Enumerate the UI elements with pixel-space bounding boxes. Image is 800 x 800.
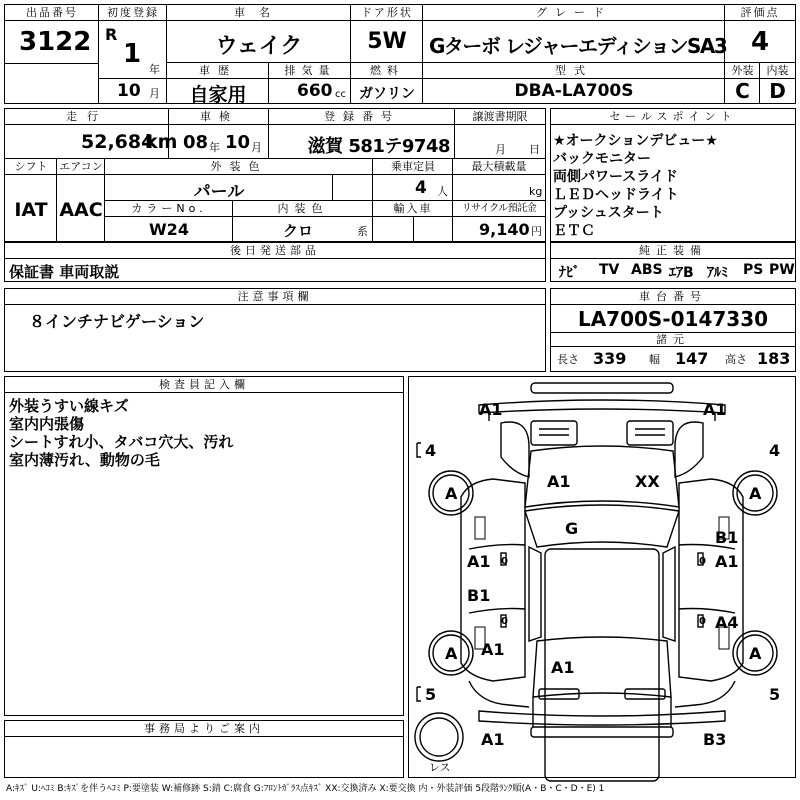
slot-mark: 0 — [699, 616, 706, 627]
int-color-cell: クロ 系 — [233, 217, 373, 241]
tire-front-left: 4 — [425, 441, 437, 460]
history-cell — [167, 79, 269, 106]
mark-left-front-door: A1 — [467, 552, 491, 571]
door-label-cell: ドア形状 — [351, 5, 423, 21]
slot-mark: 0 — [501, 616, 508, 627]
rear-fenders — [469, 681, 735, 707]
rear-bumper-bottom — [531, 727, 673, 737]
cautions-section — [4, 288, 546, 372]
cautions-label: 注意事項欄 — [237, 290, 313, 303]
color-no-cell — [105, 217, 233, 241]
displacement: 660 — [297, 81, 333, 101]
mileage: 52,684 — [81, 131, 155, 153]
ext-color-cell — [105, 175, 333, 201]
front-bumper-top — [531, 383, 673, 393]
mark-right-front-door: A1 — [715, 552, 739, 571]
exterior-label-cell: 外装 — [725, 63, 760, 79]
wheel-mark: A — [749, 644, 762, 663]
door-type: 5W — [367, 29, 407, 54]
sales-point-item: ＥＴＣ — [553, 223, 595, 239]
fuel: ガソリン — [359, 86, 415, 102]
mark-rear-left: A1 — [481, 730, 505, 749]
cautions-text: ８インチナビゲーション — [29, 312, 205, 331]
sales-point-item: バックモニター — [553, 151, 651, 167]
spare-label: レス — [429, 761, 451, 774]
mark-rear-right: B3 — [703, 730, 727, 749]
transfer-cell: 月 日 — [455, 125, 545, 159]
inspector-note: 外装うすい線キズ — [9, 397, 129, 415]
equipment-navi: ﾅﾋﾞ — [559, 265, 580, 281]
spare-tire — [415, 713, 463, 761]
history-label-cell: 車歴 — [167, 63, 269, 79]
fuel-cell — [351, 79, 423, 103]
length: 339 — [593, 349, 627, 368]
later-parts-section — [4, 242, 546, 282]
max-load-label-cell: 最大積載量 — [453, 159, 545, 175]
inspector-note: 室内内張傷 — [9, 415, 85, 433]
car-diagram — [409, 377, 795, 777]
later-parts-label: 後日発送部品 — [230, 244, 320, 257]
sales-points-section — [550, 108, 796, 242]
mark-right-front-door-top: B1 — [715, 528, 739, 547]
shift-cell — [5, 175, 57, 241]
grade-cell — [423, 21, 725, 63]
shift: IAT — [14, 199, 48, 221]
mark-left-quarter: A1 — [481, 640, 505, 659]
office-label: 事務局よりご案内 — [144, 722, 264, 735]
interior-grade: D — [769, 79, 786, 103]
equipment-alloy: ｱﾙﾐ — [707, 265, 728, 281]
score: 4 — [750, 27, 770, 57]
recycle-label-cell: リサイクル預託金 — [453, 201, 545, 217]
grade-label-cell: グレード — [423, 5, 725, 21]
sales-point-item: 両側パワースライド — [553, 169, 678, 185]
fuel-label-cell: 燃料 — [351, 63, 423, 79]
ext-color-label-cell: 外装色 — [105, 159, 373, 175]
wheel-mark: A — [445, 644, 458, 663]
sales-point-item: ＬＥＤヘッドライト — [553, 187, 679, 203]
equipment-pw: PW — [769, 262, 795, 278]
first-reg-month: 10 — [117, 81, 141, 101]
interior-label-cell: 内装 — [760, 63, 795, 79]
transfer-label-cell: 譲渡書期限 — [455, 109, 545, 125]
displacement-label-cell: 排気量 — [269, 63, 351, 79]
lot-label-cell: 出品番号 — [5, 5, 99, 21]
office-section — [4, 720, 404, 778]
rear-bumper — [479, 711, 725, 725]
capacity-cell: 4 人 — [373, 175, 453, 201]
tire-front-right: 4 — [769, 441, 781, 460]
equipment-tv: TV — [599, 262, 620, 278]
car-diagram-section — [408, 376, 796, 778]
slot-mark: 0 — [501, 556, 508, 567]
inspector-label: 検査員記入欄 — [159, 378, 249, 391]
equipment-airbag: ｴｱB — [669, 265, 694, 281]
inspector-section — [4, 376, 404, 716]
windshield — [525, 505, 679, 547]
door-cell — [351, 21, 423, 63]
mark-hood-left: A1 — [547, 472, 571, 491]
car-name: ウェイク — [215, 34, 303, 59]
chassis-number: LA700S-0147330 — [577, 307, 769, 331]
equipment-abs: ABS — [631, 262, 663, 278]
dims-label: 諸元 — [656, 333, 690, 346]
lot-number: 3122 — [19, 27, 92, 57]
height: 183 — [757, 349, 791, 368]
inspector-note: シートすれ小、タバコ穴大、汚れ — [9, 433, 234, 451]
max-load-cell: kg — [453, 175, 545, 201]
displacement-cell: 660 cc — [269, 79, 351, 103]
color-no-label-cell: カラーNo. — [105, 201, 233, 217]
import-cell — [373, 217, 453, 241]
mark-hood-right: XX — [635, 472, 660, 491]
shift-label-cell: シフト — [5, 159, 57, 175]
recycle-fee: 9,140 — [479, 220, 530, 239]
score-label-cell: 評価点 — [725, 5, 795, 21]
first-reg-cell: R 1 年 — [99, 21, 167, 79]
mark-back-door: A1 — [551, 658, 575, 677]
slot-mark: 0 — [699, 556, 706, 567]
wheel-mark: A — [445, 484, 458, 503]
model-label-cell: 型式 — [423, 63, 725, 79]
exterior-grade: C — [735, 79, 750, 103]
grade: Gターボ レジャーエディションSA3 — [429, 34, 727, 58]
ac: AAC — [59, 199, 103, 221]
equipment-ps: PS — [743, 262, 764, 278]
lot-cell — [5, 21, 99, 63]
tire-rear-right: 5 — [769, 685, 781, 704]
mark-left-rear-door: B1 — [467, 586, 491, 605]
ac-cell — [57, 175, 105, 241]
later-parts-text: 保証書 車両取説 — [9, 263, 120, 281]
equipment-section — [550, 242, 796, 282]
inspection-cell: 08 年 10 月 — [169, 125, 269, 159]
wheel-mark: A — [749, 484, 762, 503]
history: 自家用 — [189, 84, 247, 106]
model-cell — [423, 79, 725, 103]
ext-color: パール — [193, 182, 245, 202]
sales-point-item: プッシュスタート — [553, 205, 664, 221]
mark-roof: G — [565, 519, 579, 538]
ac-label-cell: エアコン — [57, 159, 105, 175]
width: 147 — [675, 349, 709, 368]
mark-front-right: A1 — [703, 400, 727, 419]
sales-points-label: セールスポイント — [609, 110, 737, 123]
capacity: 4 — [415, 178, 427, 198]
mark-front-left: A1 — [479, 400, 503, 419]
first-reg-month-cell: 10 月 — [99, 79, 167, 103]
car-name-label-cell: 車名 — [167, 5, 351, 21]
score-cell — [725, 21, 795, 63]
plate-label-cell: 登録番号 — [269, 109, 455, 125]
inspection-month: 10 — [225, 132, 251, 153]
era: R — [105, 25, 118, 44]
import-label-cell: 輸入車 — [373, 201, 453, 217]
first-reg-year: 1 — [123, 39, 142, 69]
mileage-label-cell: 走行 — [5, 109, 169, 125]
legend: A:ｷｽﾞ U:ﾍｺﾐ B:ｷｽﾞを伴うﾍｺﾐ P:要塗装 W:補修跡 S:錆 C:腐食 G:ﾌﾛﾝﾄｶﾞﾗｽ点ｷｽﾞ XX:交換済み X:要交換 内・外装評価 5段階ﾗﾝｸ順(A・B・C・D・E) 1 — [6, 784, 605, 794]
car-name-cell — [167, 21, 351, 63]
recycle-cell: 9,140 円 — [479, 220, 542, 239]
color-no: W24 — [149, 220, 189, 239]
tire-rear-left: 5 — [425, 685, 437, 704]
mileage-cell: 52,684 km — [5, 125, 169, 159]
specs-section — [4, 108, 546, 242]
sales-point-item: ★オークションデビュー★ — [553, 133, 718, 149]
front-bumper — [479, 400, 725, 413]
exterior-cell — [725, 79, 760, 103]
first-reg-label-cell: 初度登録 — [99, 5, 167, 21]
capacity-label-cell: 乗車定員 — [373, 159, 453, 175]
plate-number: 滋賀 581テ9748 — [307, 136, 450, 157]
inspector-note: 室内薄汚れ、動物の毛 — [9, 451, 160, 469]
plate-cell — [269, 125, 455, 159]
interior-cell — [760, 79, 795, 103]
inspection-label-cell: 車検 — [169, 109, 269, 125]
mark-right-rear-door: A4 — [715, 613, 739, 632]
int-color-label-cell: 内装色 — [233, 201, 373, 217]
chassis-section: 車台番号 LA700S-0147330 諸元 長さ 339 幅 147 高さ 183 — [550, 288, 796, 372]
equipment-label: 純正装備 — [639, 244, 707, 257]
int-color: クロ — [283, 222, 314, 240]
header-section — [4, 4, 796, 104]
inspection-year: 08 — [183, 132, 209, 153]
chassis-label: 車台番号 — [639, 290, 707, 303]
model: DBA-LA700S — [514, 81, 634, 101]
